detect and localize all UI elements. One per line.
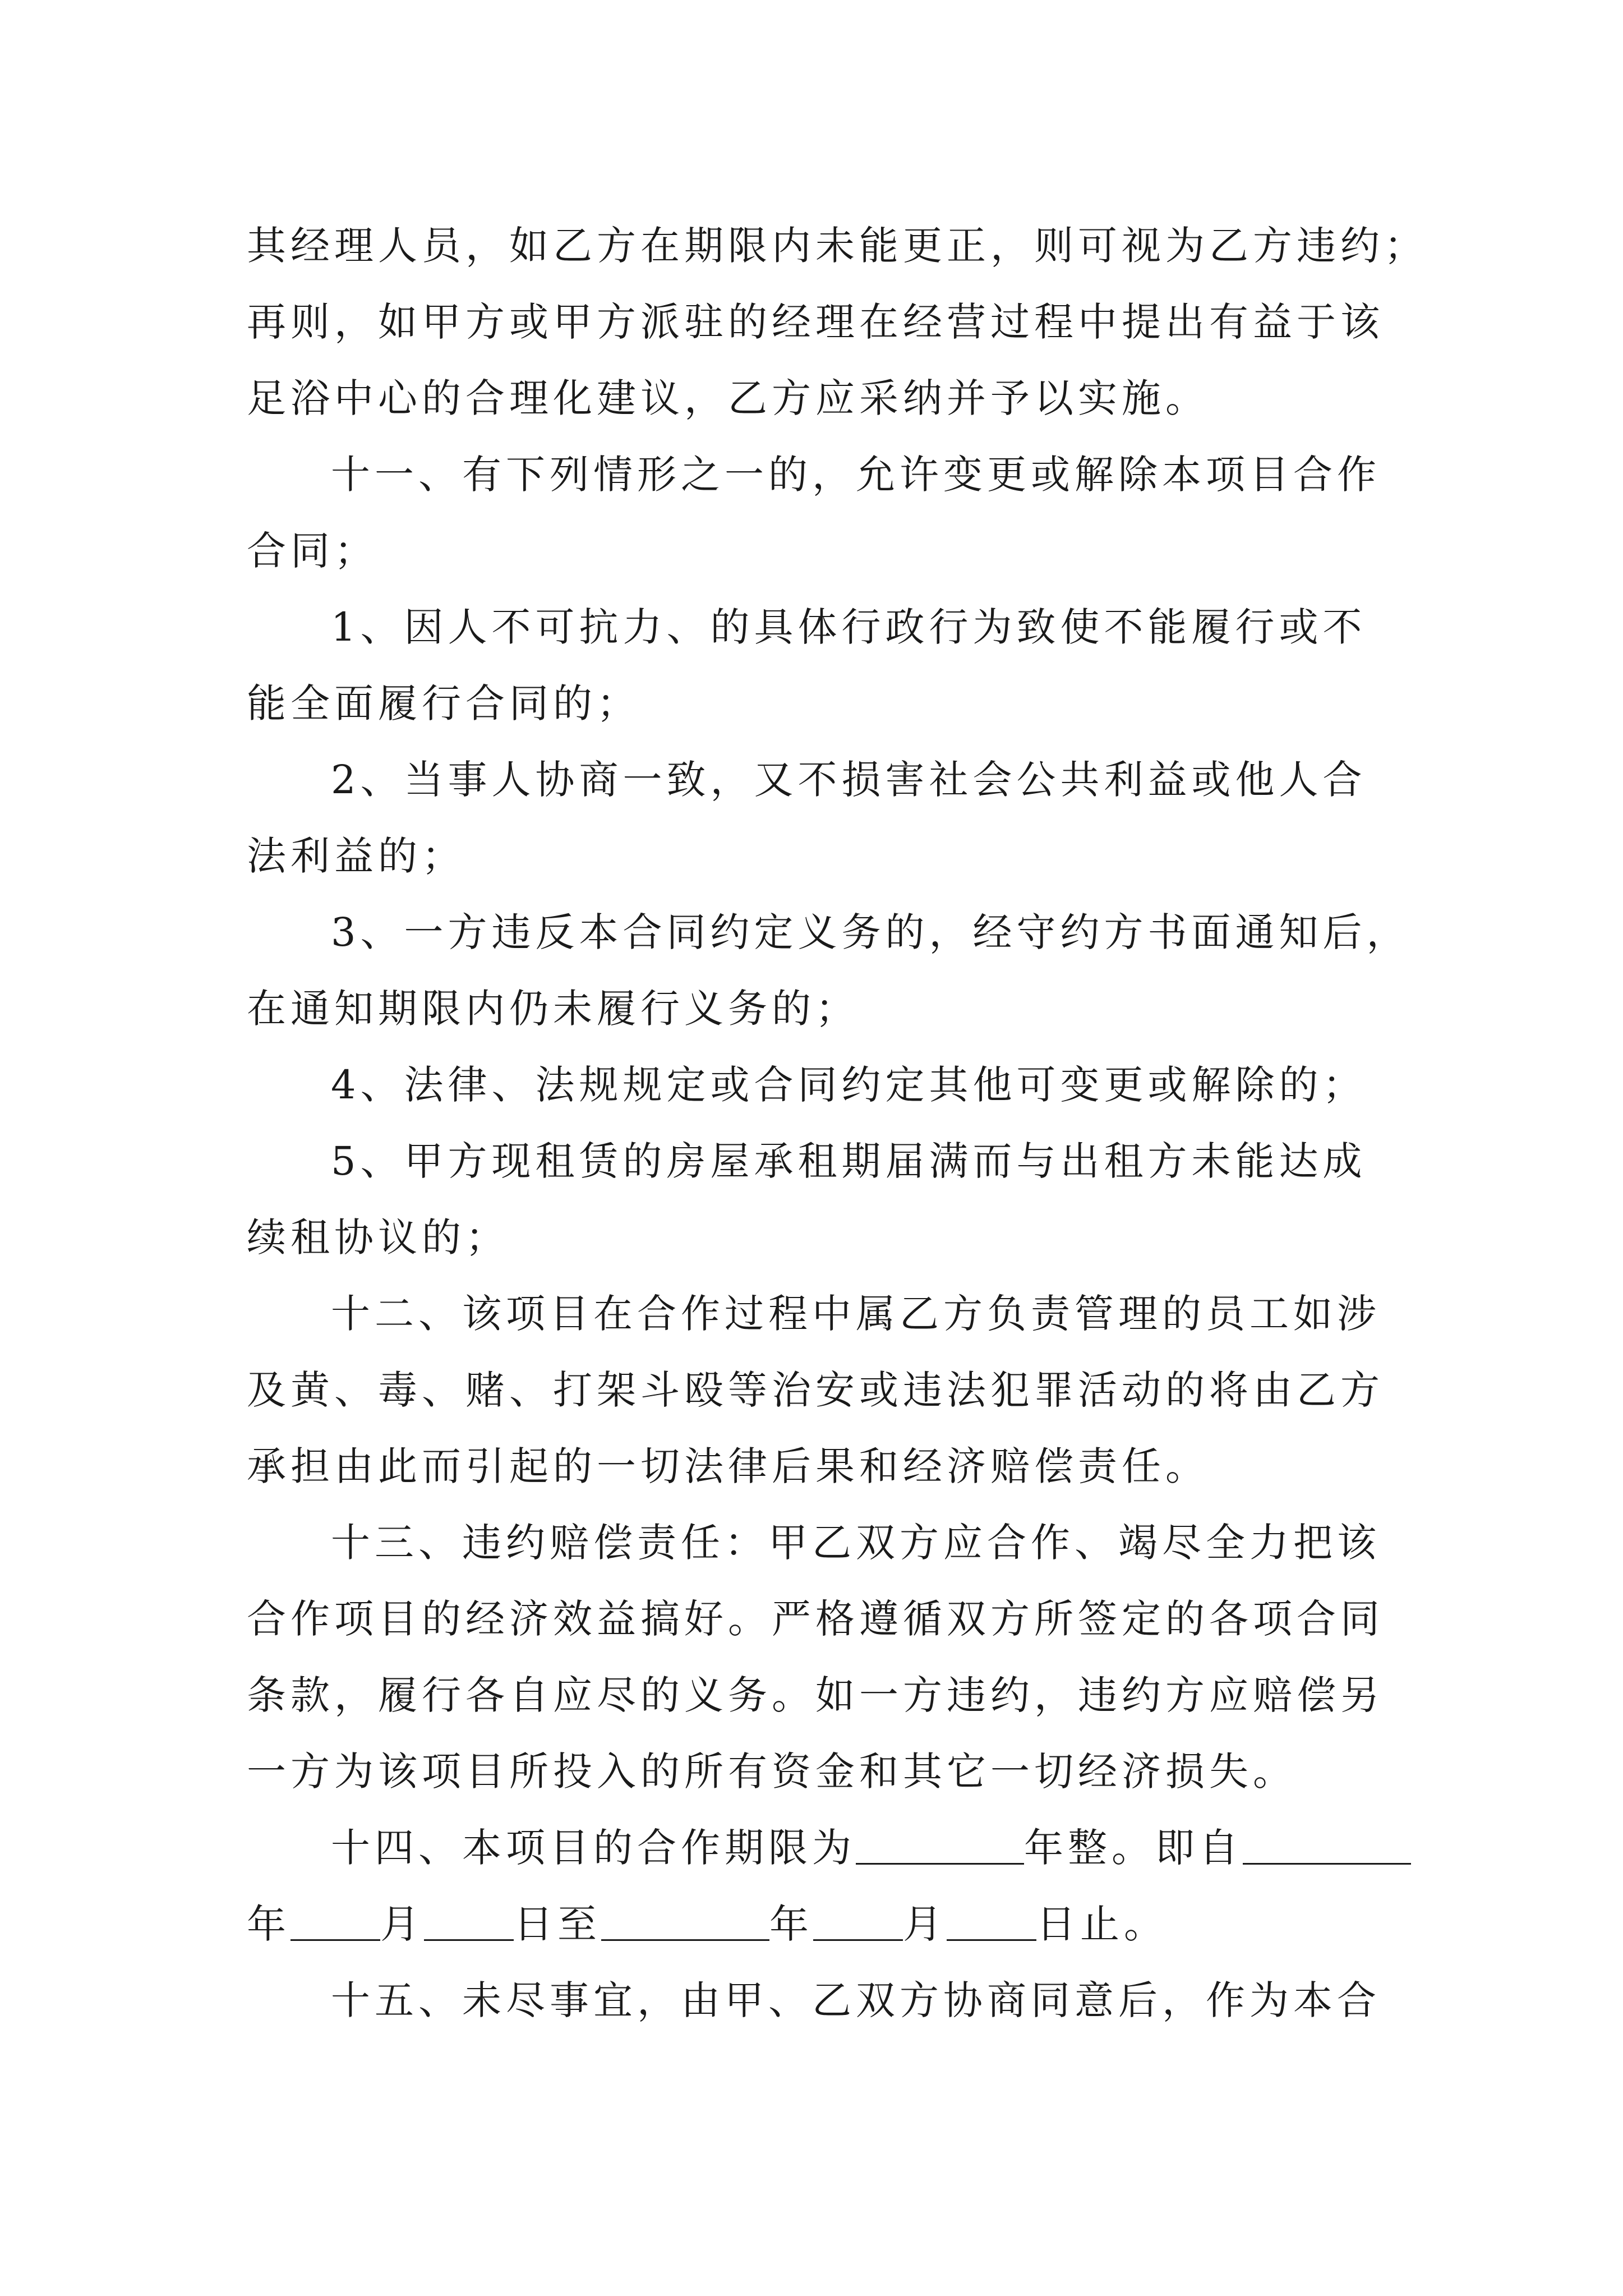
text-line: 在通知期限内仍未履行义务的；	[247, 986, 859, 1032]
start-day-label: 日至	[514, 1901, 601, 1947]
text-line: 5、甲方现租赁的房屋承租期届满而与出租方未能达成	[331, 1138, 1367, 1184]
start-day-blank	[424, 1900, 514, 1941]
start-year-blank	[1243, 1824, 1411, 1865]
text-line: 十一、有下列情形之一的，允许变更或解除本项目合作	[331, 452, 1381, 498]
text-line: 条款，履行各自应尽的义务。如一方违约，违约方应赔偿另	[247, 1672, 1384, 1718]
end-year-blank	[601, 1900, 769, 1941]
term-clause-text-b: 年整。即自	[1024, 1825, 1243, 1871]
text-line: 承担由此而引起的一切法律后果和经济赔偿责任。	[247, 1443, 1209, 1489]
text-line: 一方为该项目所投入的所有资金和其它一切经济损失。	[247, 1749, 1297, 1795]
last-clause-line: 十五、未尽事宜，由甲、乙双方协商同意后，作为本合	[331, 1977, 1381, 2023]
text-line: 2、当事人协商一致，又不损害社会公共利益或他人合	[331, 757, 1367, 803]
end-month-label: 月	[903, 1901, 947, 1947]
end-month-blank	[813, 1900, 903, 1941]
text-line: 续租协议的；	[247, 1214, 509, 1260]
end-day-label: 日止。	[1036, 1901, 1168, 1947]
text-line: 法利益的；	[247, 833, 465, 879]
end-year-label: 年	[769, 1901, 813, 1947]
term-years-blank	[856, 1824, 1024, 1865]
text-line: 十二、该项目在合作过程中属乙方负责管理的员工如涉	[331, 1291, 1381, 1337]
text-line: 十三、违约赔偿责任：甲乙双方应合作、竭尽全力把该	[331, 1520, 1381, 1566]
contract-body	[247, 208, 1428, 2039]
text-line: 合同；	[247, 528, 378, 574]
text-line: 能全面履行合同的；	[247, 680, 640, 726]
term-clause-line-2	[247, 1886, 1391, 1962]
term-clause-text-a: 十四、本项目的合作期限为	[331, 1825, 856, 1871]
end-day-blank	[947, 1900, 1036, 1941]
text-line: 再则，如甲方或甲方派驻的经理在经营过程中提出有益于该	[247, 299, 1384, 345]
text-line: 其经理人员，如乙方在期限内未能更正，则可视为乙方违约；	[247, 223, 1428, 269]
text-line: 及黄、毒、赌、打架斗殴等治安或违法犯罪活动的将由乙方	[247, 1367, 1384, 1413]
start-month-blank	[291, 1900, 380, 1941]
text-line: 3、一方违反本合同约定义务的，经守约方书面通知后，	[331, 909, 1410, 955]
text-line: 足浴中心的合理化建议，乙方应采纳并予以实施。	[247, 375, 1209, 421]
text-line: 1、因人不可抗力、的具体行政行为致使不能履行或不	[331, 604, 1367, 650]
start-year-label: 年	[247, 1901, 291, 1947]
paragraph-lines	[247, 208, 1428, 1810]
text-line: 合作项目的经济效益搞好。严格遵循双方所签定的各项合同	[247, 1596, 1384, 1642]
term-clause-line-1	[247, 1810, 1391, 1886]
text-line: 4、法律、法规规定或合同约定其他可变更或解除的；	[331, 1062, 1367, 1108]
start-month-label: 月	[380, 1901, 424, 1947]
